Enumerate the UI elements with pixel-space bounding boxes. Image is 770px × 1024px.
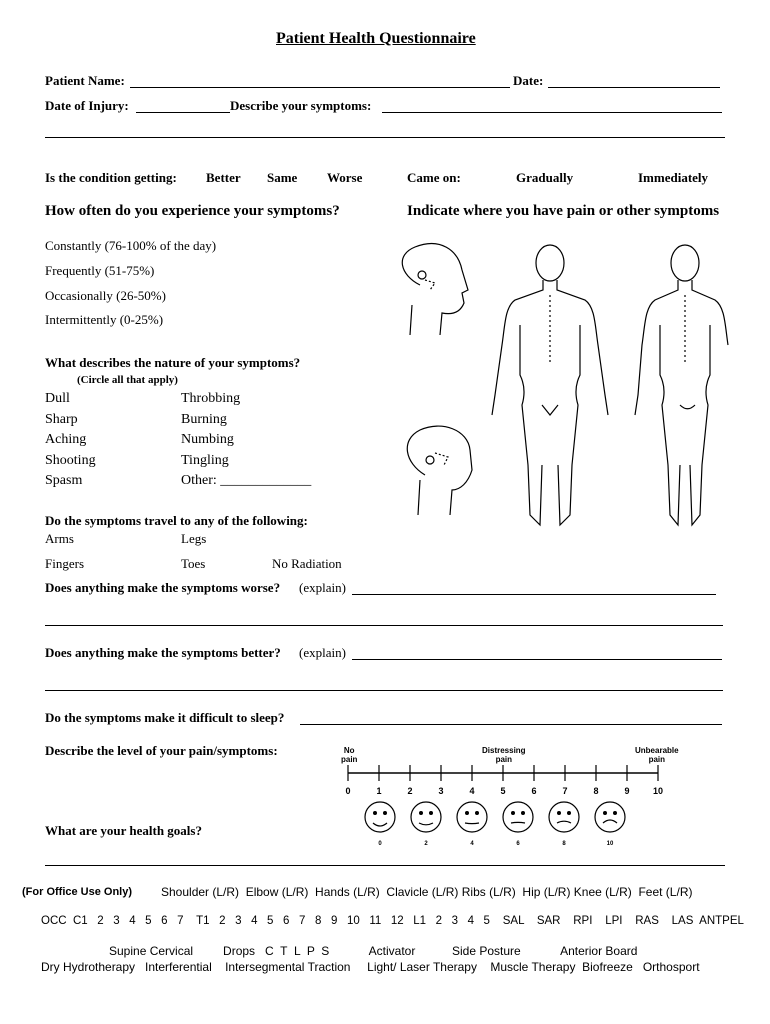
option-worse[interactable]: Worse (327, 170, 363, 185)
pain-face (457, 802, 487, 832)
condition-label: Is the condition getting: (45, 170, 177, 185)
pain-face-label: 0 (378, 841, 382, 847)
body-diagram-label: Indicate where you have pain or other symptoms (407, 203, 720, 219)
pain-face (595, 802, 625, 832)
scale-tick-label: 3 (438, 786, 444, 796)
office-techniques-1: Supine Cervical Drops C T L P S Activator Side Posture Anterior Board (109, 944, 638, 958)
describe-symptoms-field-2[interactable] (45, 137, 725, 138)
office-use-label: (For Office Use Only) (22, 886, 133, 898)
office-techniques-2: Dry Hydrotherapy Interferential Intersegmental Traction Light/ Laser Therapy Muscle Therapy Biofreeze Orthosport (41, 960, 700, 974)
travel-no-radiation[interactable]: No Radiation (272, 556, 342, 571)
came-on-label: Came on: (407, 170, 461, 185)
date-label: Date: (513, 73, 544, 88)
nature-numbing[interactable]: Numbing (181, 432, 234, 447)
pain-face-label: 2 (424, 841, 428, 847)
nature-burning[interactable]: Burning (181, 412, 227, 427)
better-question: Does anything make the symptoms better? (45, 645, 281, 660)
body-diagram[interactable] (380, 235, 730, 535)
scale-tick-label: 4 (469, 786, 475, 796)
better-field-2[interactable] (45, 690, 723, 691)
body-back-view (635, 245, 728, 525)
scale-tick-label: 9 (624, 786, 630, 796)
describe-symptoms-label: Describe your symptoms: (230, 98, 372, 113)
pain-face (503, 802, 533, 832)
worse-question: Does anything make the symptoms worse? (45, 580, 281, 595)
worse-field[interactable] (352, 594, 716, 595)
scale-tick-label: 0 (345, 786, 351, 796)
patient-name-label: Patient Name: (45, 73, 125, 88)
travel-arms[interactable]: Arms (45, 531, 74, 546)
pain-level-question: Describe the level of your pain/symptoms: (45, 743, 278, 758)
nature-sharp[interactable]: Sharp (45, 412, 78, 427)
nature-throbbing[interactable]: Throbbing (181, 391, 241, 406)
option-immediately[interactable]: Immediately (638, 170, 709, 185)
sleep-question: Do the symptoms make it difficult to sleep? (45, 710, 285, 725)
frequency-intermittently[interactable]: Intermittently (0-25%) (45, 312, 164, 327)
date-field[interactable] (548, 87, 720, 88)
patient-name-field[interactable] (130, 87, 510, 88)
scale-tick-label: 10 (652, 786, 664, 796)
better-explain: (explain) (299, 645, 346, 660)
pain-face (411, 802, 441, 832)
scale-label-distressing: Distressing pain (482, 746, 526, 764)
travel-toes[interactable]: Toes (181, 556, 206, 571)
nature-spasm[interactable]: Spasm (45, 473, 83, 488)
nature-aching[interactable]: Aching (45, 432, 87, 447)
date-of-injury-label: Date of Injury: (45, 98, 129, 113)
pain-face-label: 10 (606, 841, 614, 847)
travel-question: Do the symptoms travel to any of the following: (45, 513, 308, 528)
goals-question: What are your health goals? (45, 823, 202, 838)
sleep-field[interactable] (300, 724, 722, 725)
head-side-view-top (402, 244, 468, 335)
frequency-occasionally[interactable]: Occasionally (26-50%) (45, 288, 166, 303)
pain-face (549, 802, 579, 832)
nature-hint: (Circle all that apply) (77, 374, 178, 386)
scale-label-unbearable: Unbearable pain (635, 746, 679, 764)
nature-tingling[interactable]: Tingling (181, 453, 229, 468)
option-gradually[interactable]: Gradually (516, 170, 574, 185)
nature-shooting[interactable]: Shooting (45, 453, 96, 468)
date-of-injury-field[interactable] (136, 112, 230, 113)
pain-face-label: 6 (516, 841, 520, 847)
scale-tick-label: 6 (531, 786, 537, 796)
worse-field-2[interactable] (45, 625, 723, 626)
scale-tick-label: 7 (562, 786, 568, 796)
pain-face (365, 802, 395, 832)
nature-question: What describes the nature of your symptoms? (45, 355, 301, 370)
better-field[interactable] (352, 659, 722, 660)
scale-tick-label: 5 (500, 786, 506, 796)
scale-label-no-pain: No pain (341, 746, 358, 764)
option-same[interactable]: Same (267, 170, 298, 185)
worse-explain: (explain) (299, 580, 346, 595)
pain-scale[interactable] (340, 763, 680, 873)
office-spine: OCC C1 2 3 4 5 6 7 T1 2 3 4 5 6 7 8 9 10 11 12 L1 2 3 4 5 SAL SAR RPI LPI RAS LAS ANTPEL (41, 915, 744, 927)
head-side-view-bottom (407, 426, 472, 515)
frequency-question: How often do you experience your symptoms? (45, 203, 340, 219)
travel-fingers[interactable]: Fingers (45, 556, 84, 571)
pain-face-label: 4 (470, 841, 474, 847)
pain-face-label: 8 (562, 841, 566, 847)
scale-tick-label: 8 (593, 786, 599, 796)
scale-tick-label: 1 (376, 786, 382, 796)
office-areas: Shoulder (L/R) Elbow (L/R) Hands (L/R) Clavicle (L/R) Ribs (L/R) Hip (L/R) Knee (L/R) Feet (L/R) (161, 885, 693, 899)
describe-symptoms-field[interactable] (382, 112, 722, 113)
body-front-view (492, 245, 608, 525)
page-title: Patient Health Questionnaire (276, 30, 476, 47)
scale-tick-label: 2 (407, 786, 413, 796)
frequency-frequently[interactable]: Frequently (51-75%) (45, 263, 155, 278)
nature-dull[interactable]: Dull (45, 391, 70, 406)
nature-other[interactable]: Other: _____________ (181, 473, 312, 488)
option-better[interactable]: Better (206, 170, 241, 185)
travel-legs[interactable]: Legs (181, 531, 207, 546)
frequency-constantly[interactable]: Constantly (76-100% of the day) (45, 238, 217, 253)
goals-field[interactable] (45, 865, 725, 866)
